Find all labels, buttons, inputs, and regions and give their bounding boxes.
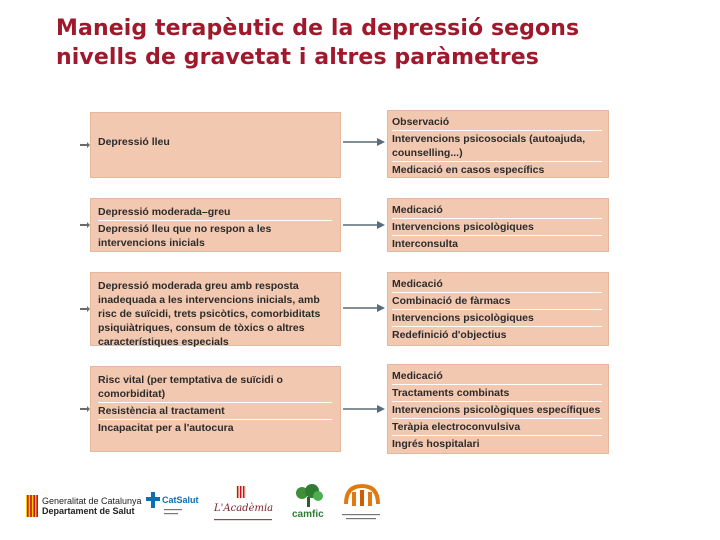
page-title	[56, 14, 696, 72]
severity-item: Incapacitat per a l'autocura	[98, 422, 234, 434]
footer-logos	[0, 478, 720, 538]
treatment-box-4	[387, 364, 609, 454]
severity-box-2	[90, 198, 341, 252]
treatment-item: Medicació en casos específics	[392, 164, 545, 176]
society-emblem-icon	[342, 482, 382, 512]
right-arrow-icon	[343, 303, 385, 313]
treatment-item: Ingrés hospitalari	[392, 438, 480, 450]
treatment-item: Interconsulta	[392, 238, 458, 250]
catsalut-subtext-decoration	[164, 508, 204, 518]
treatment-item: Medicació	[392, 370, 443, 382]
bullet-arrow-icon	[80, 304, 90, 314]
academia-subtext-decoration	[214, 518, 274, 522]
bullet-arrow-icon	[80, 140, 90, 150]
severity-item: Depressió lleu	[98, 136, 170, 148]
catsalut-logo	[146, 492, 206, 522]
bullet-arrow-icon	[80, 220, 90, 230]
catsalut-cross-icon	[146, 492, 160, 508]
academia-emblem-icon	[234, 484, 248, 500]
camfic-logo	[288, 484, 332, 524]
right-arrow-icon	[343, 137, 385, 147]
treatment-item: Redefinició d'objectius	[392, 329, 507, 341]
academia-logo	[212, 484, 276, 524]
right-arrow-icon	[343, 220, 385, 230]
generalitat-name: Generalitat de Catalunya	[42, 496, 142, 506]
treatment-box-1	[387, 110, 609, 178]
academia-name: L'Acadèmia	[214, 503, 274, 514]
severity-item: Depressió moderada–greu	[98, 206, 231, 218]
treatment-item: Intervencions psicològiques específiques	[392, 404, 601, 416]
title-line-2: nivells de gravetat i altres paràmetres	[56, 45, 539, 70]
severity-box-3	[90, 272, 341, 346]
treatment-item: Observació	[392, 116, 450, 128]
department-name: Departament de Salut	[42, 506, 135, 516]
catsalut-name: CatSalut	[162, 495, 199, 505]
treatment-item: Intervencions psicològiques	[392, 221, 534, 233]
severity-item: Resistència al tractament	[98, 405, 225, 417]
severity-box-1	[90, 112, 341, 178]
camfic-name: camfic	[292, 509, 324, 520]
right-arrow-icon	[343, 404, 385, 414]
title-line-1: Maneig terapèutic de la depressió segons	[56, 16, 580, 41]
bullet-arrow-icon	[80, 404, 90, 414]
treatment-item: Medicació	[392, 204, 443, 216]
society-logo	[340, 482, 384, 522]
treatment-box-2	[387, 198, 609, 252]
severity-item: Depressió moderada greu amb resposta inadequada a les intervencions inicials, amb risc de suïcidi, trets psicòtics, comorbiditats psiquiàtriques, consum de tòxics o altres característiques especials	[98, 280, 321, 348]
treatment-item: Teràpia electroconvulsiva	[392, 421, 521, 433]
treatment-item: Intervencions psicològiques	[392, 312, 534, 324]
generalitat-emblem-icon	[26, 495, 38, 517]
treatment-item: Combinació de fàrmacs	[392, 295, 511, 307]
generalitat-logo	[26, 494, 146, 518]
treatment-item: Intervencions psicosocials (autoajuda, counselling...)	[392, 133, 586, 159]
treatment-box-3	[387, 272, 609, 346]
treatment-item: Medicació	[392, 278, 443, 290]
severity-item: Depressió lleu que no respon a les intervencions inicials	[98, 223, 272, 249]
severity-box-4	[90, 366, 341, 452]
camfic-tree-icon	[292, 484, 326, 508]
society-subtext-decoration	[342, 513, 382, 521]
severity-item: Risc vital (per temptativa de suïcidi o comorbiditat)	[98, 374, 283, 400]
treatment-item: Tractaments combinats	[392, 387, 510, 399]
